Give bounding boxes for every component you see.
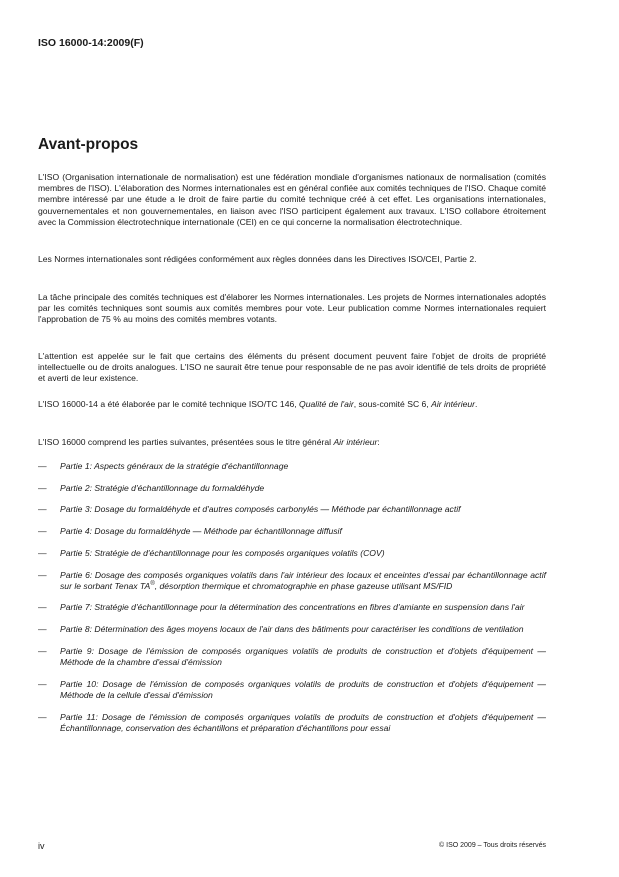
dash-bullet: —: [38, 461, 47, 471]
part-title: Partie 7: Stratégie d'échantillonnage pour la détermination des concentrations en fibres d'amiante en suspension dans l'air: [60, 602, 525, 613]
list-item: [38, 526, 546, 537]
part-title: Partie 10: Dosage de l'émission de composés organiques volatils de produits de construction et d'objets d'équipement — Méthode de la cellule d'essai d'émission: [60, 678, 546, 700]
paragraph-directives: Les Normes internationales sont rédigées conformément aux règles données dans les Directives ISO/CEI, Partie 2.: [38, 254, 477, 264]
dash-bullet: —: [38, 645, 47, 656]
dash-bullet: —: [38, 504, 47, 515]
subcommittee-title: Air intérieur: [431, 399, 476, 409]
list-item: [38, 679, 546, 701]
dash-bullet: —: [38, 482, 47, 493]
document-id-header: ISO 16000-14:2009(F): [38, 37, 144, 49]
paragraph-patent-rights: L'attention est appelée sur le fait que certains des éléments du présent document peuvent faire l'objet de droits de propriété intellectuelle ou de droits analogues. L'ISO ne saurait être tenue pour responsable de ne pas avoir identifié de tels droits de propriété et averti de leur existence.: [38, 351, 546, 384]
committee-title: Qualité de l'air: [299, 399, 354, 409]
page-number: iv: [38, 841, 45, 851]
general-title: Air intérieur: [333, 437, 378, 447]
paragraph-iso-organisation: L'ISO (Organisation internationale de normalisation) est une fédération mondiale d'organismes nationaux de normalisation (comités membres de l'ISO). L'élaboration des Normes internationales est en général confiée aux comités techniques de l'ISO. Chaque comité membre intéressé par une étude a le droit de faire partie du comité technique créé à cet effet. Les organisations internationales, gouvernementales et non gouvernementales, en liaison avec l'ISO participent également aux travaux. L'ISO collabore étroitement avec la Commission électrotechnique internationale (CEI) en ce qui concerne la normalisation électrotechnique.: [38, 172, 546, 227]
colon: :: [377, 437, 380, 447]
copyright-notice: © ISO 2009 – Tous droits réservés: [439, 842, 546, 849]
part-title: Partie 11: Dosage de l'émission de composés organiques volatils de produits de construction et d'objets d'équipement — Échantillonnage, conservation des échantillons et préparation d'échantillons pour essai: [60, 711, 546, 733]
paragraph-technical-committees: La tâche principale des comités techniques est d'élaborer les Normes internationales. Les projets de Normes internationales adoptés par les comités techniques sont soumis aux comités membres pour vote. Leur publication comme Normes internationales requiert l'approbation de 75 % au moins des comités membres votants.: [38, 292, 546, 325]
section-title: Avant-propos: [38, 136, 139, 153]
prepared-by-text: L'ISO 16000-14 a été élaborée par le comité technique ISO/TC 146,: [38, 399, 300, 409]
list-item: [38, 483, 546, 494]
list-item: [38, 548, 546, 559]
list-item: [38, 602, 546, 613]
part-title: Partie 4: Dosage du formaldéhyde — Méthode par échantillonnage diffusif: [60, 526, 342, 537]
part-title: Partie 6: Dosage des composés organiques volatils dans l'air intérieur des locaux et enceintes d'essai par échantillonnage actif sur le sorbant Tenax TA®, désorption thermique et chromatographie en phase gazeuse utilisant MS/FID: [60, 569, 546, 591]
paragraph-parts-intro: [38, 437, 546, 448]
list-item: [38, 624, 546, 635]
part-title: Partie 5: Stratégie de d'échantillonnage pour les composés organiques volatils (COV): [60, 547, 385, 558]
dash-bullet: —: [38, 526, 47, 537]
list-item: [38, 461, 546, 472]
dash-bullet: —: [38, 711, 47, 722]
part-title: Partie 9: Dosage de l'émission de composés organiques volatils de produits de construction et d'objets d'équipement — Méthode de la chambre d'essai d'émission: [60, 645, 546, 668]
parts-intro-text: L'ISO 16000 comprend les parties suivantes, présentées sous le titre général: [38, 437, 334, 447]
parts-list: [38, 461, 546, 745]
dash-bullet: —: [38, 624, 47, 635]
subcommittee-text: , sous-comité SC 6,: [353, 399, 432, 409]
dash-bullet: —: [38, 569, 47, 580]
period: .: [475, 399, 478, 409]
list-item: [38, 504, 546, 515]
dash-bullet: —: [38, 602, 47, 613]
paragraph-prepared-by: [38, 399, 546, 410]
dash-bullet: —: [38, 678, 47, 689]
part-title: Partie 2: Stratégie d'échantillonnage du formaldéhyde: [60, 482, 265, 493]
part-title: Partie 8: Détermination des âges moyens locaux de l'air dans des bâtiments pour caractériser les conditions de ventilation: [60, 624, 524, 635]
dash-bullet: —: [38, 547, 47, 558]
list-item: [38, 712, 546, 734]
list-item: [38, 570, 546, 592]
part-title: Partie 1: Aspects généraux de la stratégie d'échantillonnage: [60, 461, 289, 471]
list-item: [38, 646, 546, 668]
part-title: Partie 3: Dosage du formaldéhyde et d'autres composés carbonylés — Méthode par échantillonnage actif: [60, 504, 461, 515]
